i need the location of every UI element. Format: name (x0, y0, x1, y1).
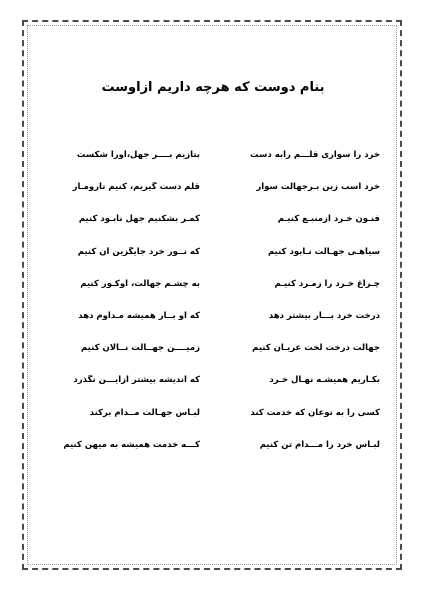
couplet-right-line: بکـاریم همیشـه نهـال خـرد (269, 375, 380, 386)
couplet-left-line: که اندیشه بیشتر ازایـــن نگذرد (73, 375, 200, 386)
couplet-right-line: چـراغ خـرد را زمـرد کنیـم (274, 278, 380, 289)
couplet-right-line: سیاهـی جهـالت نـابود کنیم (267, 246, 380, 257)
couplet-left-line: بتازیم بــــر جهل،اورا شکست (76, 150, 200, 160)
couplet-right-line: لبـاس خرد را مـــدام تن کنیم (259, 439, 380, 450)
couplet-left-line: زمیــــن جهــالت نــالان کنیم (80, 343, 200, 354)
couplet (50, 440, 380, 472)
couplet (50, 311, 380, 343)
couplet (50, 150, 380, 182)
poem (50, 150, 380, 472)
couplet-left-line: لبـاس جهـالت مــدام برکند (89, 407, 200, 418)
couplet-right-line: خرد را سواری قلـــم رابه دست (250, 150, 380, 160)
couplet (50, 408, 380, 440)
couplet-right-line: خرد اسب زین بـرجهالت سوار (256, 182, 380, 193)
couplet-left-line: که نــور خرد جایگزین آن کنیم (77, 246, 200, 257)
couplet (50, 375, 380, 407)
couplet (50, 214, 380, 246)
page-title: بنام دوست که هرچه داریم ازاوست (101, 80, 325, 95)
couplet-left-line: که او بــار همیشه مـداوم دهد (78, 310, 200, 321)
couplet (50, 279, 380, 311)
couplet (50, 343, 380, 375)
couplet-right-line: فنـون خـرد ازمنبـع کنیـم (277, 214, 380, 225)
couplet (50, 182, 380, 214)
couplet (50, 247, 380, 279)
couplet-left-line: به چشـم جهالت، اوکـور کنیم (80, 278, 200, 289)
couplet-right-line: کسی را به نوعان که خدمت کند (250, 407, 380, 418)
couplet-right-line: جهالت درخت لخت عریـان کنیم (252, 343, 380, 354)
couplet-right-line: درخت خرد بـــار بیشتر دهد (268, 310, 380, 321)
couplet-left-line: کـــه خدمت همیشه به میهن کنیم (63, 439, 200, 450)
couplet-left-line: قلم دست گیریم، کنیم تارومـار (72, 182, 200, 193)
couplet-left-line: کمـر بشکنیم جهل نابـود کنیم (78, 214, 200, 225)
